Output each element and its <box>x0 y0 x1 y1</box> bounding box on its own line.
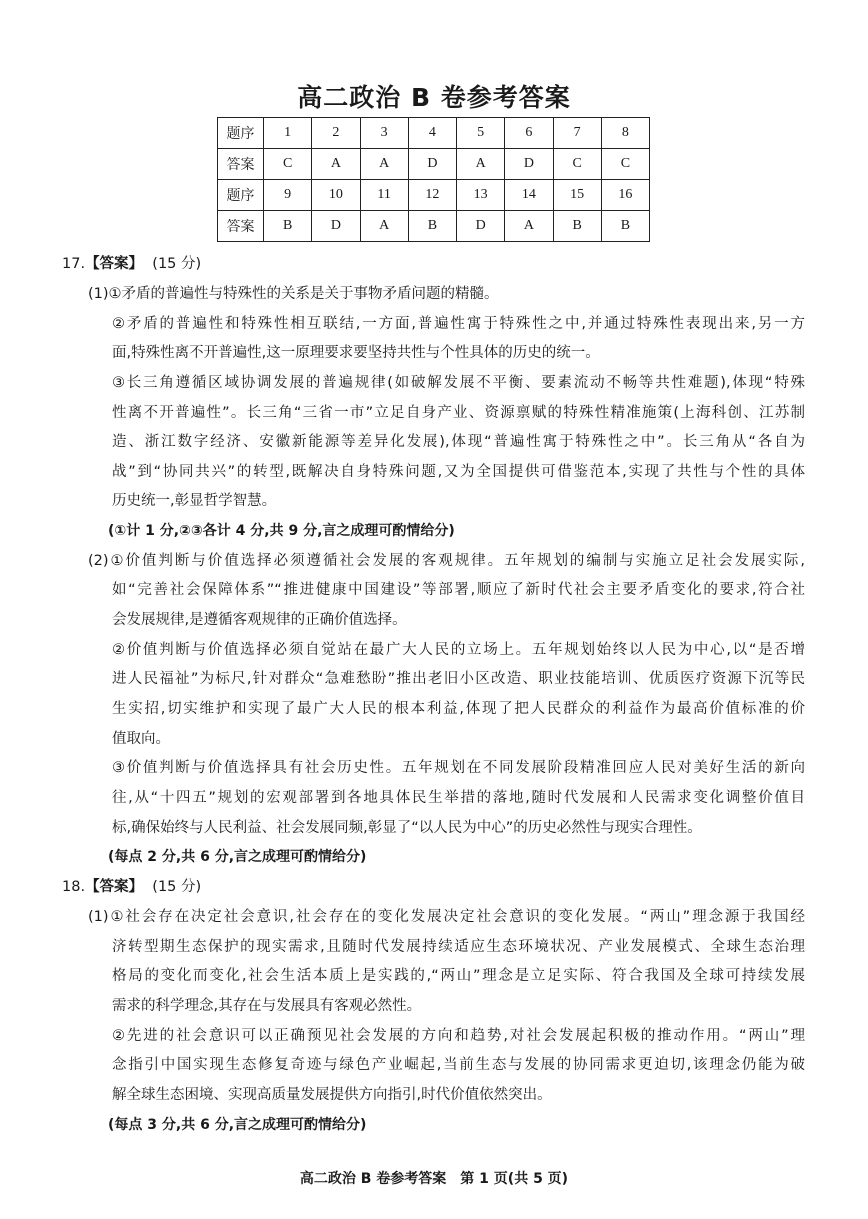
q18-p1-line: (1)①社会存在决定社会意识,社会存在的变化发展决定社会意识的变化发展。“两山”理念源于我国经 <box>88 909 805 925</box>
q18-p1-scoring-note: (每点 3 分,共 6 分,言之成理可酌情给分) <box>108 1117 367 1133</box>
q17-p2-line: 往,从“十四五”规划的宏观部署到各地具体民生举措的落地,随时代发展和人民需求变化调整价值目 <box>112 790 805 806</box>
answer-table-cell: A <box>457 149 505 180</box>
answer-table-row-header: 题序 <box>218 118 264 149</box>
q17-p2-line: 如“完善社会保障体系”“推进健康中国建设”等部署,顺应了新时代社会主要矛盾变化的要求,符合社 <box>112 582 805 598</box>
answer-table-cell: A <box>312 149 360 180</box>
q17-p1-line: ②矛盾的普遍性和特殊性相互联结,一方面,普遍性寓于特殊性之中,并通过特殊性表现出来,另一方 <box>112 316 805 332</box>
q17-p1-line: 历史统一,彰显哲学智慧。 <box>112 493 277 509</box>
q17-p2-line: 进人民福祉”为标尺,针对群众“急难愁盼”推出老旧小区改造、职业技能培训、优质医疗资源下沉等民 <box>112 671 805 687</box>
answer-table-cell: 8 <box>601 118 649 149</box>
q17-p1-line: 面,特殊性离不开普遍性,这一原理要求要坚持共性与个性具体的历史的统一。 <box>112 345 600 361</box>
q17-p2-line: (2)①价值判断与价值选择必须遵循社会发展的客观规律。五年规划的编制与实施立足社会发展实际, <box>88 553 805 569</box>
answer-table-cell: D <box>505 149 553 180</box>
answer-table-cell: C <box>264 149 312 180</box>
answer-table-cell: A <box>505 211 553 242</box>
answer-table-cell: A <box>360 149 408 180</box>
q17-tag: 【答案】 <box>85 256 144 272</box>
answer-table-cell: C <box>553 149 601 180</box>
answer-table-cell: C <box>601 149 649 180</box>
answer-table-cell: 1 <box>264 118 312 149</box>
q18-p1-line: 济转型期生态保护的现实需求,且随时代发展持续适应生态环境状况、产业发展模式、全球生态治理 <box>112 939 805 955</box>
answer-table-cell: D <box>457 211 505 242</box>
answer-table-cell: 2 <box>312 118 360 149</box>
q18-tag: 【答案】 <box>85 879 144 895</box>
q18-header <box>62 877 201 897</box>
answer-table <box>217 117 650 242</box>
q18-p1-line: 格局的变化而变化,社会生活本质上是实践的,“两山”理念是立足实际、符合我国及全球可持续发展 <box>112 968 805 984</box>
answer-table-cell: 14 <box>505 180 553 211</box>
page-footer: 高二政治 B 卷参考答案 第 1 页(共 5 页) <box>299 1171 569 1187</box>
answer-table-cell: 9 <box>264 180 312 211</box>
answer-table-cell: 12 <box>408 180 456 211</box>
q17-p1-line: 战”到“协同共兴”的转型,既解决自身特殊问题,又为全国提供可借鉴范本,实现了共性与个性的具体 <box>112 464 805 480</box>
q18-p1-line: 念指引中国实现生态修复奇迹与绿色产业崛起,当前生态与发展的协同需求更迫切,该理念仍能为破 <box>112 1057 805 1073</box>
answer-table-cell: 10 <box>312 180 360 211</box>
q17-p1-line: ③长三角遵循区域协调发展的普遍规律(如破解发展不平衡、要素流动不畅等共性难题),体现“特殊 <box>112 375 805 391</box>
q17-p2-line: 值取向。 <box>112 731 170 747</box>
answer-table-cell: 7 <box>553 118 601 149</box>
q18-score: (15 分) <box>152 879 202 895</box>
q17-p2-line: 会发展规律,是遵循客观规律的正确价值选择。 <box>112 612 407 628</box>
q18-p1-line: 解全球生态困境、实现高质量发展提供方向指引,时代价值依然突出。 <box>112 1087 552 1103</box>
q17-number: 17. <box>62 256 86 272</box>
answer-table-cell: 16 <box>601 180 649 211</box>
q17-p2-line: 标,确保始终与人民利益、社会发展同频,彰显了“以人民为中心”的历史必然性与现实合理性。 <box>112 820 702 836</box>
answer-table-cell: B <box>601 211 649 242</box>
q17-p2-scoring-note: (每点 2 分,共 6 分,言之成理可酌情给分) <box>108 849 367 865</box>
q17-p1-scoring-note: (①计 1 分,②③各计 4 分,共 9 分,言之成理可酌情给分) <box>108 523 455 539</box>
answer-table-cell: B <box>408 211 456 242</box>
answer-table-row-header: 答案 <box>218 211 264 242</box>
answer-table-cell: A <box>360 211 408 242</box>
answer-table-cell: 4 <box>408 118 456 149</box>
answer-table-cell: D <box>408 149 456 180</box>
answer-table-cell: B <box>264 211 312 242</box>
q17-p1-line: (1)①矛盾的普遍性与特殊性的关系是关于事物矛盾问题的精髓。 <box>88 286 499 302</box>
answer-table-cell: 6 <box>505 118 553 149</box>
page-title: 高二政治 B 卷参考答案 <box>297 83 571 112</box>
answer-table-row <box>218 118 650 149</box>
answer-table-row <box>218 211 650 242</box>
answer-table-row-header: 答案 <box>218 149 264 180</box>
answer-table-cell: D <box>312 211 360 242</box>
q17-p2-line: ③价值判断与价值选择具有社会历史性。五年规划在不同发展阶段精准回应人民对美好生活的新向 <box>112 760 805 776</box>
q17-header <box>62 254 201 274</box>
answer-table-cell: 11 <box>360 180 408 211</box>
q18-p1-line: ②先进的社会意识可以正确预见社会发展的方向和趋势,对社会发展起积极的推动作用。“两山”理 <box>112 1028 805 1044</box>
q17-score: (15 分) <box>152 256 202 272</box>
answer-table-cell: B <box>553 211 601 242</box>
q17-p2-line: ②价值判断与价值选择必须自觉站在最广大人民的立场上。五年规划始终以人民为中心,以“是否增 <box>112 642 805 658</box>
answer-table-cell: 5 <box>457 118 505 149</box>
q17-p1-line: 性离不开普遍性”。长三角“三省一市”立足自身产业、资源禀赋的特殊性精准施策(上海科创、江苏制 <box>112 405 805 421</box>
q17-p2-line: 生实招,切实维护和实现了最广大人民的根本利益,体现了把人民群众的利益作为最高价值标准的价 <box>112 701 805 717</box>
answer-table-cell: 3 <box>360 118 408 149</box>
q18-p1-line: 需求的科学理念,其存在与发展具有客观必然性。 <box>112 998 422 1014</box>
q18-number: 18. <box>62 879 86 895</box>
answer-table-row <box>218 180 650 211</box>
q17-p1-line: 造、浙江数字经济、安徽新能源等差异化发展),体现“普遍性寓于特殊性之中”。长三角从“各自为 <box>112 434 805 450</box>
answer-table-row <box>218 149 650 180</box>
answer-table-cell: 13 <box>457 180 505 211</box>
answer-table-row-header: 题序 <box>218 180 264 211</box>
answer-table-cell: 15 <box>553 180 601 211</box>
